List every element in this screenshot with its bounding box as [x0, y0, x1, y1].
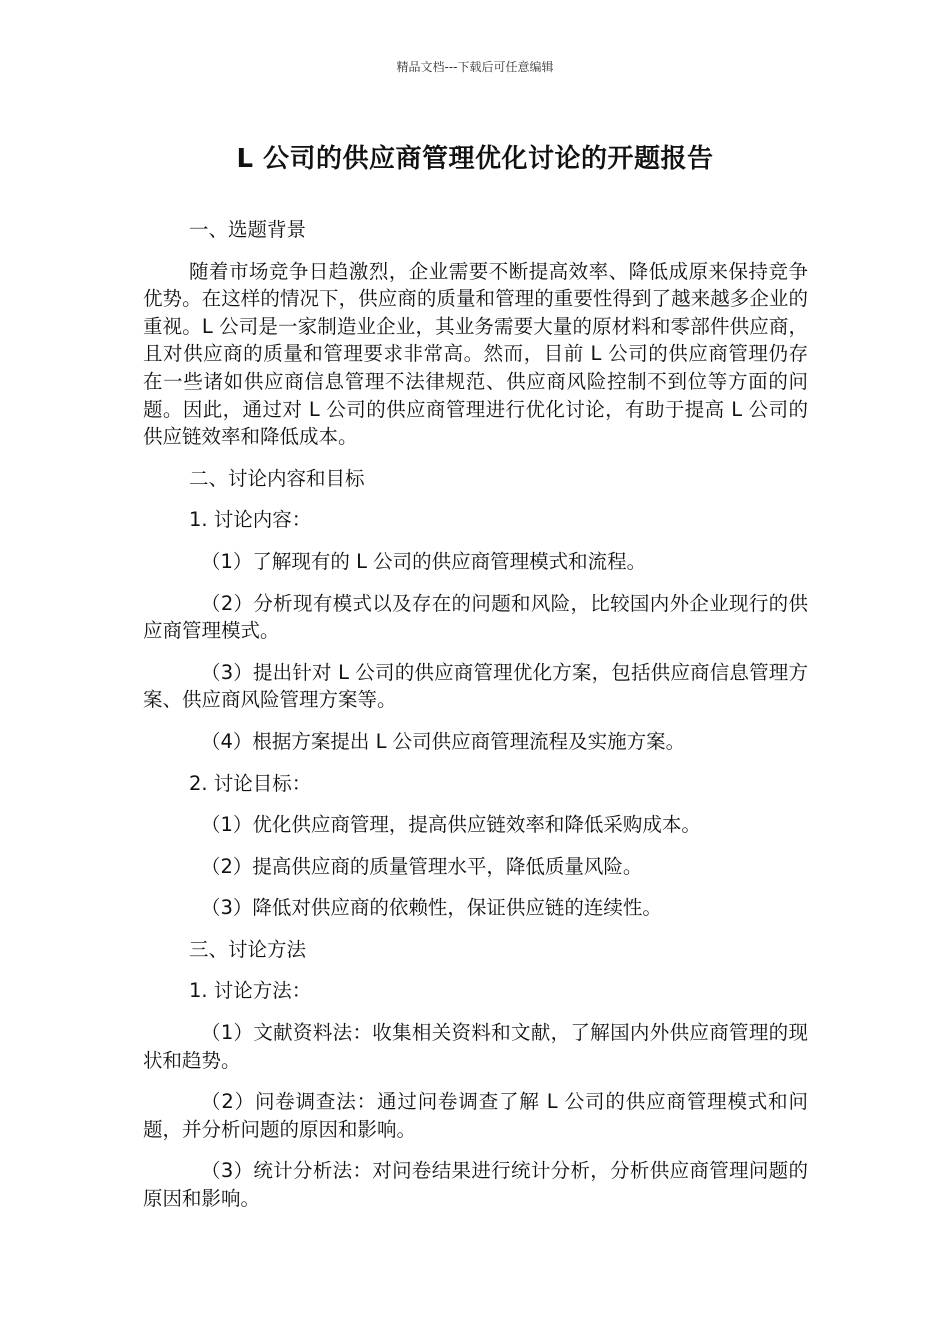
- method-item: （1）文献资料法：收集相关资料和文献，了解国内外供应商管理的现状和趋势。: [143, 1021, 808, 1072]
- subheading-methods: 1. 讨论方法：: [189, 979, 312, 1003]
- section-heading-content-goals: 二、讨论内容和目标: [189, 466, 365, 490]
- goal-item: （3）降低对供应商的依赖性，保证供应链的连续性。: [201, 896, 662, 920]
- method-item: （2）问卷调查法：通过问卷调查了解 L 公司的供应商管理模式和问题，并分析问题的原因和影响。: [143, 1090, 808, 1141]
- page-title: L 公司的供应商管理优化讨论的开题报告: [236, 144, 714, 174]
- subheading-content: 1. 讨论内容：: [189, 508, 312, 532]
- background-paragraph: 随着市场竞争日趋激烈，企业需要不断提高效率、降低成原来保持竞争优势。在这样的情况下，供应商的质量和管理的重要性得到了越来越多企业的重视。L 公司是一家制造业企业，其业务需要大量的原材料和零部件供应商，且对供应商的质量和管理要求非常高。然而，目前 L 公司的供应商管理仍存在一些诸如供应商信息管理不法律规范、供应商风险控制不到位等方面的问题。因此，通过对 L 公司的供应商管理进行优化讨论，有助于提高 L 公司的供应链效率和降低成本。: [143, 259, 808, 449]
- content-item: （1）了解现有的 L 公司的供应商管理模式和流程。: [201, 549, 647, 573]
- goal-item: （2）提高供应商的质量管理水平，降低质量风险。: [201, 854, 643, 878]
- content-item: （3）提出针对 L 公司的供应商管理优化方案，包括供应商信息管理方案、供应商风险管理方案等。: [143, 660, 808, 712]
- method-item: （3）统计分析法：对问卷结果进行统计分析，分析供应商管理问题的原因和影响。: [143, 1159, 808, 1211]
- section-heading-methods: 三、讨论方法: [189, 937, 307, 961]
- content-item: （4）根据方案提出 L 公司供应商管理流程及实施方案。: [201, 729, 686, 753]
- document-body: [143, 216, 808, 1227]
- goal-item: （1）优化供应商管理，提高供应链效率和降低采购成本。: [201, 813, 701, 837]
- subheading-goals: 2. 讨论目标：: [189, 771, 312, 795]
- header-note: 精品文档---下载后可任意编辑: [396, 60, 554, 74]
- section-heading-background: 一、选题背景: [189, 218, 307, 241]
- content-item: （2）分析现有模式以及存在的问题和风险，比较国内外企业现行的供应商管理模式。: [143, 591, 808, 643]
